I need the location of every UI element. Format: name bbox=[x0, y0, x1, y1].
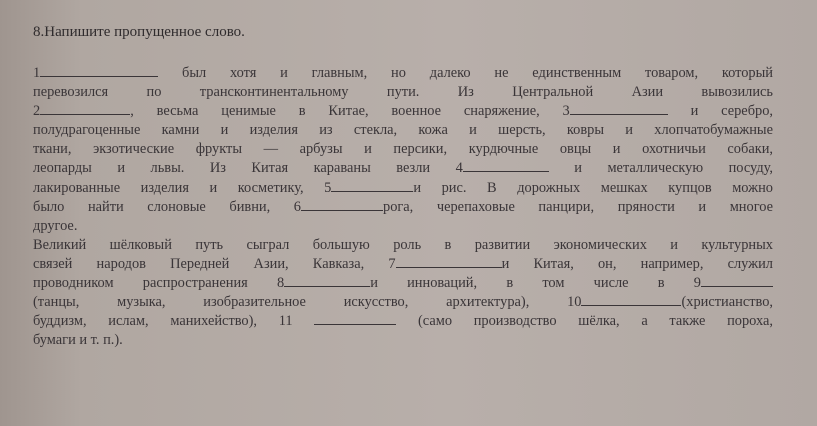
text-line bbox=[33, 312, 773, 331]
blank-6[interactable] bbox=[301, 198, 383, 211]
blank-10[interactable] bbox=[581, 293, 681, 306]
text-line bbox=[33, 121, 773, 140]
text-segment: рога, черепаховые панцири, пряности и многое bbox=[383, 198, 774, 215]
text-segment: связей народов Передней Азии, Кавказа, 7 bbox=[33, 255, 396, 272]
text-line bbox=[33, 274, 773, 293]
text-segment: полудрагоценные камни и изделия из стекла, кожа и шерсть, ковры и хлопчатобумажные bbox=[33, 122, 773, 139]
text-segment: и Китая, он, например, служил bbox=[501, 255, 773, 272]
blank-11[interactable] bbox=[314, 312, 396, 325]
text-line bbox=[33, 293, 773, 312]
text-line bbox=[33, 140, 773, 159]
text-segment: (танцы, музыка, изобразительное искусство, архитектура), 10 bbox=[33, 294, 582, 311]
blank-5[interactable] bbox=[331, 179, 413, 192]
text-segment: и серебро, bbox=[690, 103, 773, 120]
text-segment: ткани, экзотические фрукты — арбузы и персики, курдючные овцы и охотничьи собаки, bbox=[33, 141, 773, 158]
text-segment: (христианство, bbox=[681, 294, 773, 311]
text-line bbox=[33, 64, 773, 83]
blank-8[interactable] bbox=[284, 274, 370, 287]
text-segment: (само производство шёлка, а также пороха, bbox=[417, 313, 773, 330]
text-segment: и металлическую посуду, bbox=[574, 160, 773, 177]
blank-3[interactable] bbox=[570, 102, 668, 115]
blank-1[interactable] bbox=[40, 64, 158, 77]
blank-number: 2 bbox=[33, 103, 41, 120]
blank-7[interactable] bbox=[396, 255, 502, 268]
text-line bbox=[33, 331, 773, 350]
text-segment: перевозился по трансконтинентальному пути. Из Центральной Азии вывозились bbox=[33, 84, 773, 101]
exercise-text bbox=[33, 64, 773, 350]
exercise-title: 8.Напишите пропущенное слово. bbox=[33, 24, 245, 40]
text-segment: и рис. В дорожных мешках купцов можно bbox=[413, 179, 773, 196]
text-line bbox=[33, 236, 773, 255]
text-segment: было найти слоновые бивни, 6 bbox=[33, 198, 301, 215]
blank-9[interactable] bbox=[701, 274, 773, 287]
text-line bbox=[33, 217, 773, 236]
text-segment: , весьма ценимые в Китае, военное снаряжение, 3 bbox=[130, 103, 570, 120]
blank-2[interactable] bbox=[40, 102, 130, 115]
text-segment: был хотя и главным, но далеко не единственным товаром, который bbox=[182, 65, 773, 81]
text-segment: Великий шёлковый путь сыграл большую роль в развитии экономических и культурных bbox=[33, 236, 773, 253]
text-segment: леопарды и львы. Из Китая караваны везли 4 bbox=[33, 160, 463, 177]
text-segment: лакированные изделия и косметику, 5 bbox=[33, 179, 332, 196]
text-line bbox=[33, 83, 773, 102]
text-line bbox=[33, 159, 773, 178]
text-line bbox=[33, 255, 773, 274]
blank-4[interactable] bbox=[463, 159, 549, 172]
blank-number: 1 bbox=[33, 65, 41, 81]
text-segment: и инноваций, в том числе в 9 bbox=[370, 275, 701, 292]
text-line bbox=[33, 198, 773, 217]
text-segment: буддизм, ислам, манихейство), 11 bbox=[33, 313, 293, 330]
text-segment: проводником распространения 8 bbox=[33, 275, 285, 292]
text-line bbox=[33, 102, 773, 121]
text-line bbox=[33, 179, 773, 198]
text-segment: другое. bbox=[33, 217, 78, 234]
text-segment: бумаги и т. п.). bbox=[33, 332, 123, 349]
